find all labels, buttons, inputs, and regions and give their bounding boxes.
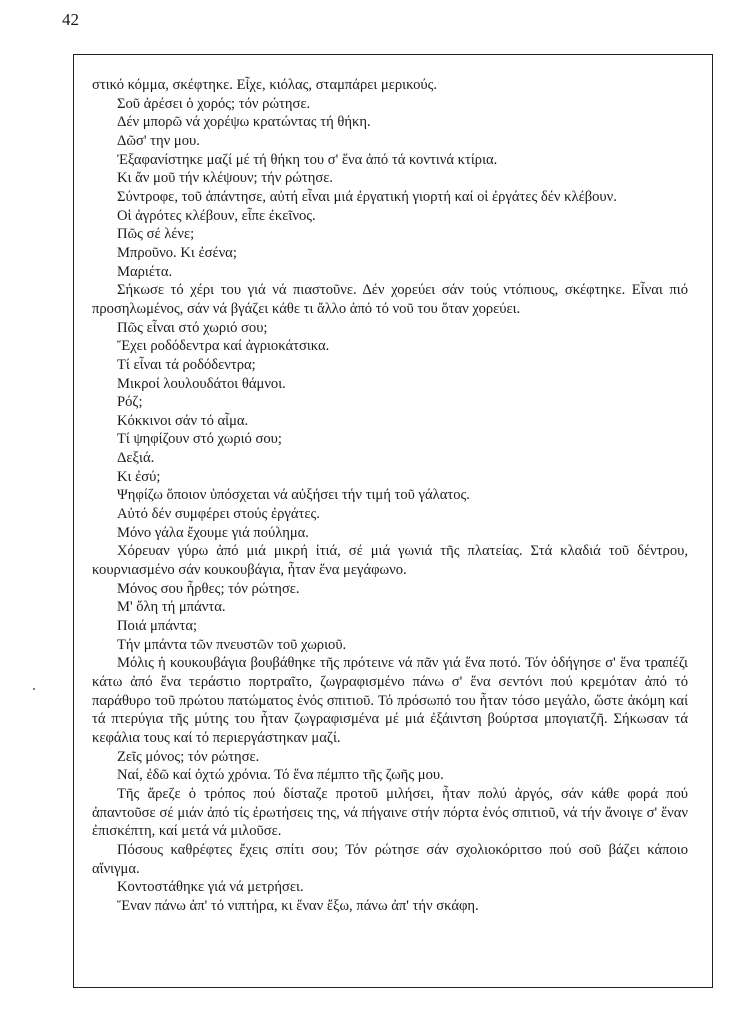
paragraph: Αὐτό δέν συμφέρει στούς ἐργάτες. [117, 506, 320, 523]
paragraph: Πόσους καθρέφτες ἔχεις σπίτι σου; Τόν ρώτησε σάν σχολιοκόριτσο πού σοῦ βάζει κάποιο αἴνιγμα. [92, 841, 688, 877]
paragraph: Ζεῖς μόνος; τόν ρώτησε. [117, 748, 260, 765]
page-number: 42 [62, 10, 79, 29]
paragraph: Τί εἶναι τά ροδόδεντρα; [117, 356, 256, 373]
paragraph: Κόκκινοι σάν τό αἷμα. [117, 412, 249, 429]
paragraph: Δῶσ' την μου. [117, 132, 200, 149]
paragraph: Ρόζ; [117, 394, 143, 411]
body-text [92, 76, 688, 916]
paragraph: Κι ἐσύ; [117, 468, 161, 485]
paragraph: Μόνος σου ἦρθες; τόν ρώτησε. [117, 580, 300, 597]
paragraph: Μαριέτα. [117, 263, 173, 280]
paragraph: Σύντροφε, τοῦ ἀπάντησε, αὐτή εἶναι μιά ἐργατική γιορτή καί οἱ ἐργάτες δέν κλέβουν. [117, 188, 617, 205]
paragraph: Μόλις ἡ κουκουβάγια βουβάθηκε τῆς πρότεινε νά πᾶν γιά ἕνα ποτό. Τόν ὁδήγησε σ' ἕνα τραπέζι κάτω ἀπό ἕνα τεράστιο πορτραῖτο, ζωγραφισμένο πάνω σ' ἕνα σεντόνι πού κρεμόταν ἀπό τό παράθυρο τοῦ πρώτου πατώματος ἑνός σπιτιοῦ. Τό πρόσωπό του ἦταν τόσο μεγάλο, ὥστε ἀκόμη καί τά πτερύγια τῆς μύτης του ἦταν ζωγραφισμένα μέ μιά ἐξάιντση βούρτσα μπογιατζῆ. Σήκωσαν τά κεφάλια τους καί τό περιεργάστηκαν μαζί. [92, 655, 688, 746]
paragraph: Μόνο γάλα ἔχουμε γιά πούλημα. [117, 524, 309, 541]
paragraph: Ἐξαφανίστηκε μαζί μέ τή θήκη του σ' ἕνα ἀπό τά κοντινά κτίρια. [117, 151, 498, 168]
paragraph: Μπροῦνο. Κι ἐσένα; [117, 244, 237, 261]
paragraph: Οἱ ἀγρότες κλέβουν, εἶπε ἐκεῖνος. [117, 207, 316, 224]
paragraph: Χόρευαν γύρω ἀπό μιά μικρή ἰτιά, σέ μιά γωνιά τῆς πλατείας. Στά κλαδιά τοῦ δέντρου, κουρνιασμένο σάν κουκουβάγια, ἦταν ἕνα μεγάφωνο. [92, 543, 688, 579]
paragraph: Πῶς εἶναι στό χωριό σου; [117, 319, 268, 336]
paragraph: Τήν μπάντα τῶν πνευστῶν τοῦ χωριοῦ. [117, 636, 347, 653]
paragraph: Ποιά μπάντα; [117, 618, 198, 635]
paragraph: Τῆς ἄρεζε ὁ τρόπος πού δίσταζε προτοῦ μιλήσει, ἦταν πολύ ἀργός, σάν κάθε φορά πού ἀπαντοῦσε σέ μιάν ἀπό τίς ἐρωτήσεις της, νά πήγαινε στήν πόρτα ἑνός σπιτιοῦ, νά τήν ἄνοιγε σ' ἕναν ἐπισκέπτη, καί μετά νά μιλοῦσε. [92, 785, 688, 840]
paragraph: Μικροί λουλουδάτοι θάμνοι. [117, 375, 286, 392]
paragraph: Σήκωσε τό χέρι του γιά νά πιαστοῦνε. Δέν χορεύει σάν τούς ντόπιους, σκέφτηκε. Εἶναι πιό προσηλωμένος, σάν νά βγάζει κάθε τι ἄλλο ἀπό τό νοῦ του ὅταν χορεύει. [92, 282, 688, 317]
paragraph: Ἔχει ροδόδεντρα καί ἀγριοκάτσικα. [117, 338, 330, 355]
paragraph: Δεξιά. [117, 450, 155, 467]
paragraph: στικό κόμμα, σκέφτηκε. Εἶχε, κιόλας, σταμπάρει μερικούς. [92, 77, 438, 93]
paragraph: Δέν μπορῶ νά χορέψω κρατώντας τή θήκη. [117, 114, 371, 131]
paragraph: Πῶς σέ λένε; [117, 226, 195, 243]
paragraph: Σοῦ ἀρέσει ὁ χορός; τόν ρώτησε. [117, 95, 311, 112]
paragraph: Ψηφίζω ὅποιον ὑπόσχεται νά αὐξήσει τήν τιμή τοῦ γάλατος. [117, 487, 470, 504]
paragraph: Ἕναν πάνω ἀπ' τό νιπτήρα, κι ἕναν ἔξω, πάνω ἀπ' τήν σκάφη. [117, 897, 479, 914]
paragraph: Κι ἄν μοῦ τήν κλέψουν; τήν ρώτησε. [117, 170, 334, 187]
paragraph: Μ' ὅλη τή μπάντα. [117, 599, 226, 616]
paragraph: Κοντοστάθηκε γιά νά μετρήσει. [117, 879, 304, 896]
paragraph: Ναί, ἐδῶ καί ὀχτώ χρόνια. Τό ἕνα πέμπτο τῆς ζωῆς μου. [117, 767, 444, 784]
margin-speck [33, 688, 35, 690]
paragraph: Τί ψηφίζουν στό χωριό σου; [117, 431, 282, 448]
